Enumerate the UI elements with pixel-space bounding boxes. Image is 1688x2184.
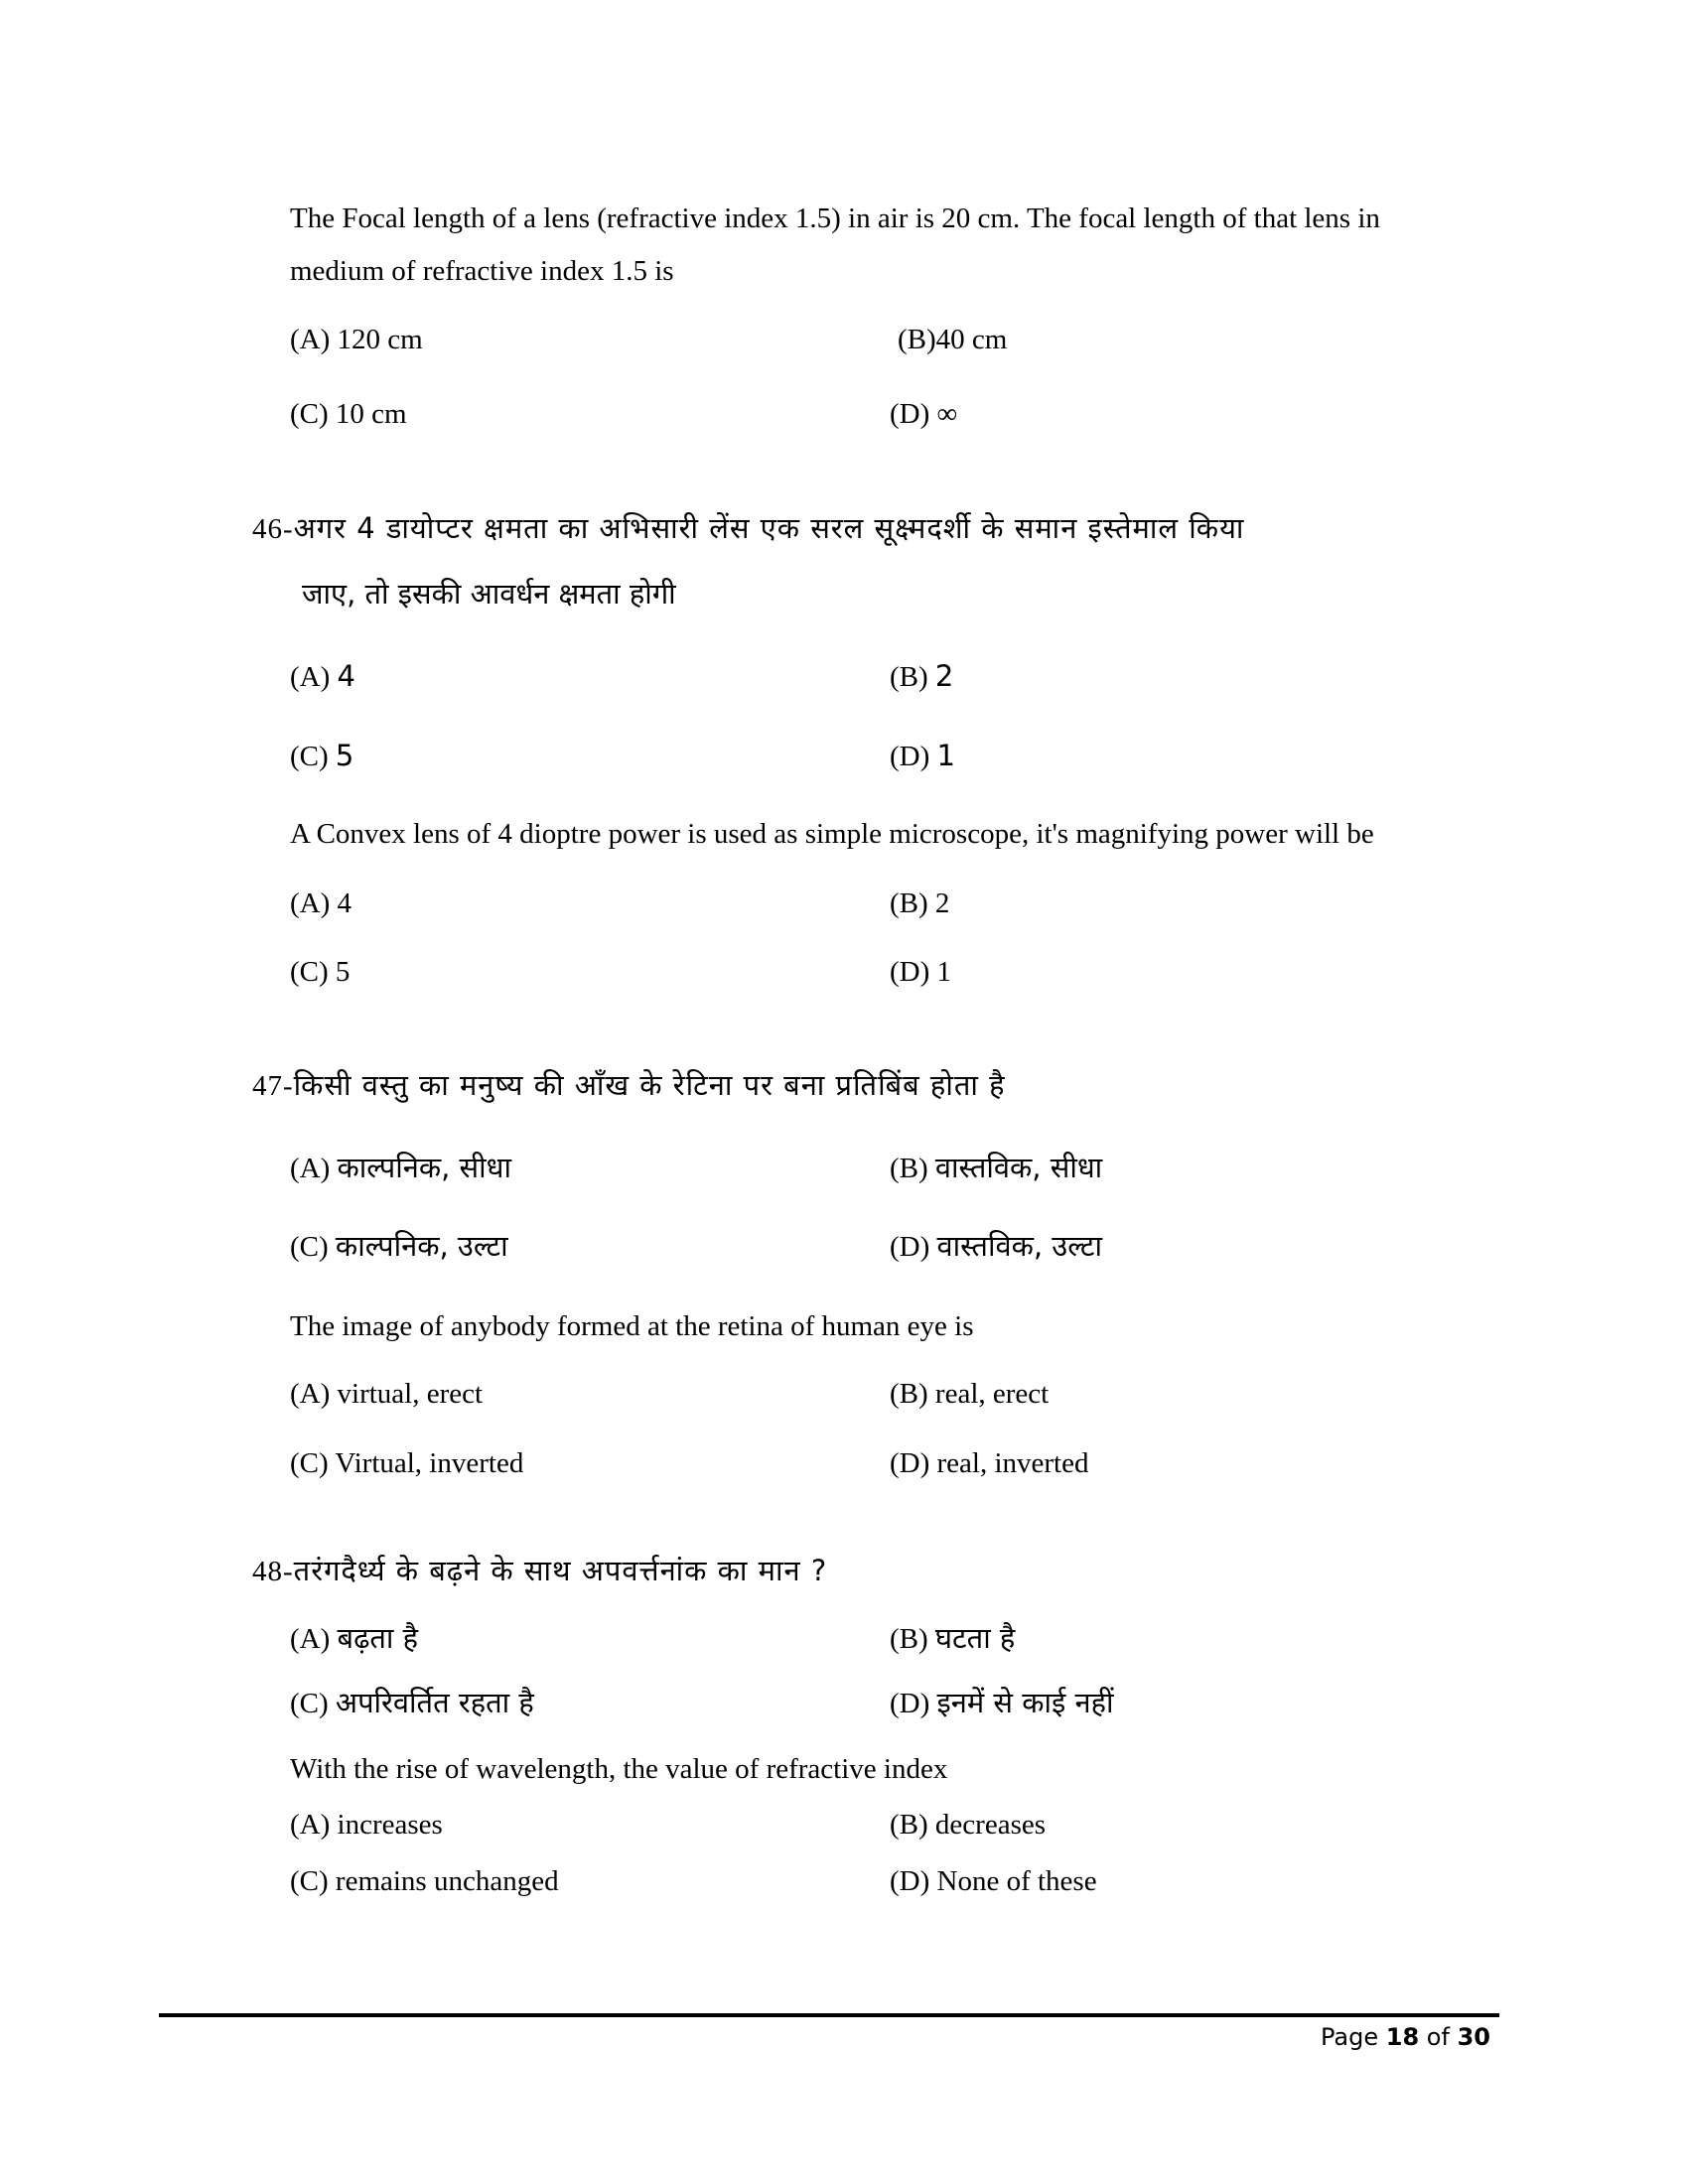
question-47-hi-line1	[252, 1068, 1006, 1102]
option-a	[290, 1151, 511, 1184]
option-text: 4	[337, 659, 355, 693]
option-a	[290, 1621, 419, 1655]
option-key: (C)	[290, 956, 329, 988]
option-key: (A)	[290, 1153, 331, 1184]
option-d	[890, 1867, 1097, 1896]
option-text: घटता है	[934, 1621, 1016, 1655]
option-key: (B)	[890, 887, 928, 919]
option-key: (C)	[290, 1688, 329, 1719]
total-pages: 30	[1457, 2023, 1490, 2051]
option-a	[290, 1380, 483, 1409]
option-key: (A)	[290, 887, 331, 919]
question-45-en-line1: The Focal length of a lens (refractive index 1.5) in air is 20 cm. The focal length of that lens in	[290, 203, 1380, 234]
option-text: अपरिवर्तित रहता है	[335, 1686, 534, 1719]
option-key: (D)	[890, 1865, 930, 1897]
question-number: 48-	[252, 1556, 294, 1587]
current-page: 18	[1385, 2023, 1420, 2051]
option-d	[890, 400, 957, 429]
question-text: तरंगदैर्ध्य के बढ़ने के साथ अपवर्त्तनांक का मान ?	[293, 1554, 828, 1587]
option-text: None of these	[936, 1865, 1097, 1897]
of-word: of	[1426, 2023, 1450, 2051]
option-b	[890, 889, 949, 918]
question-number: 47-	[252, 1070, 294, 1102]
option-text: 5	[335, 739, 354, 772]
option-d	[890, 1686, 1114, 1719]
option-key: (A)	[290, 324, 331, 355]
option-c	[290, 958, 350, 987]
option-key: (A)	[290, 1378, 331, 1410]
option-text: काल्पनिक, सीधा	[337, 1151, 511, 1184]
option-text: 2	[934, 887, 950, 919]
option-key: (C)	[290, 1447, 329, 1479]
option-key: (B)	[890, 1809, 928, 1841]
option-text: 120 cm	[337, 324, 423, 355]
option-b	[890, 659, 954, 693]
question-48-hi-line1	[252, 1554, 828, 1587]
option-text: virtual, erect	[337, 1378, 484, 1410]
option-c	[290, 1867, 559, 1896]
footer-divider	[159, 2013, 1499, 2017]
option-key: (C)	[290, 1231, 329, 1263]
option-key: (D)	[890, 398, 930, 430]
option-text: इनमें से काई नहीं	[936, 1686, 1114, 1719]
option-b	[890, 1621, 1016, 1655]
question-46-hi-line2: जाए, तो इसकी आवर्धन क्षमता होगी	[302, 577, 676, 611]
option-key: (C)	[290, 741, 329, 772]
option-text: बढ़ता है	[337, 1621, 419, 1655]
question-text: अगर 4 डायोप्टर क्षमता का अभिसारी लेंस एक सरल सूक्ष्मदर्शी के समान इस्तेमाल किया	[293, 511, 1245, 545]
option-key: (C)	[290, 398, 329, 430]
question-48-en-line1: With the rise of wavelength, the value of refractive index	[290, 1753, 948, 1785]
option-text: real, erect	[934, 1378, 1050, 1410]
option-key: (D)	[890, 741, 930, 772]
option-text: ∞	[936, 398, 958, 430]
page-number	[1321, 2023, 1490, 2051]
question-number: 46-	[252, 513, 294, 545]
page-word: Page	[1321, 2023, 1379, 2051]
option-key: (D)	[890, 956, 930, 988]
question-46-hi-line1	[252, 511, 1245, 545]
option-text: 40 cm	[935, 324, 1008, 355]
option-b	[890, 1151, 1103, 1184]
option-b	[890, 1380, 1049, 1409]
option-c	[290, 1449, 523, 1478]
option-key: (B)	[890, 1623, 928, 1655]
option-key: (B)	[898, 324, 936, 355]
option-d	[890, 1229, 1102, 1263]
question-46-en-line1: A Convex lens of 4 dioptre power is used as simple microscope, it's magnifying power will be	[290, 818, 1374, 850]
option-text: real, inverted	[936, 1447, 1089, 1479]
option-key: (A)	[290, 1809, 331, 1841]
option-key: (B)	[890, 1378, 928, 1410]
option-text: 1	[936, 956, 952, 988]
option-c	[290, 1686, 534, 1719]
option-text: Virtual, inverted	[335, 1447, 524, 1479]
option-key: (D)	[890, 1447, 930, 1479]
option-text: remains unchanged	[335, 1865, 559, 1897]
option-b	[898, 326, 1007, 354]
option-a	[290, 889, 352, 918]
option-key: (D)	[890, 1231, 930, 1263]
option-key: (B)	[890, 1153, 928, 1184]
option-text: वास्तविक, उल्टा	[936, 1229, 1102, 1263]
option-text: 5	[335, 956, 351, 988]
option-d	[890, 1449, 1089, 1478]
option-a	[290, 1811, 443, 1840]
option-key: (B)	[890, 661, 928, 693]
question-text: किसी वस्तु का मनुष्य की आँख के रेटिना पर बना प्रतिबिंब होता है	[293, 1068, 1006, 1102]
option-text: 4	[337, 887, 352, 919]
option-key: (A)	[290, 661, 331, 693]
option-d	[890, 958, 951, 987]
option-text: decreases	[934, 1809, 1047, 1841]
option-d	[890, 739, 955, 772]
option-key: (A)	[290, 1623, 331, 1655]
option-key: (D)	[890, 1688, 930, 1719]
question-47-en-line1: The image of anybody formed at the retina of human eye is	[290, 1310, 974, 1342]
option-key: (C)	[290, 1865, 329, 1897]
option-text: 2	[934, 659, 954, 693]
question-45-en-line2: medium of refractive index 1.5 is	[290, 255, 674, 287]
option-a	[290, 326, 423, 354]
option-text: वास्तविक, सीधा	[934, 1151, 1103, 1184]
option-c	[290, 1229, 508, 1263]
option-b	[890, 1811, 1046, 1840]
option-c	[290, 739, 354, 772]
option-text: increases	[337, 1809, 443, 1841]
option-a	[290, 659, 355, 693]
option-text: 1	[936, 739, 955, 772]
option-text: 10 cm	[335, 398, 407, 430]
option-text: काल्पनिक, उल्टा	[335, 1229, 508, 1263]
option-c	[290, 400, 407, 429]
